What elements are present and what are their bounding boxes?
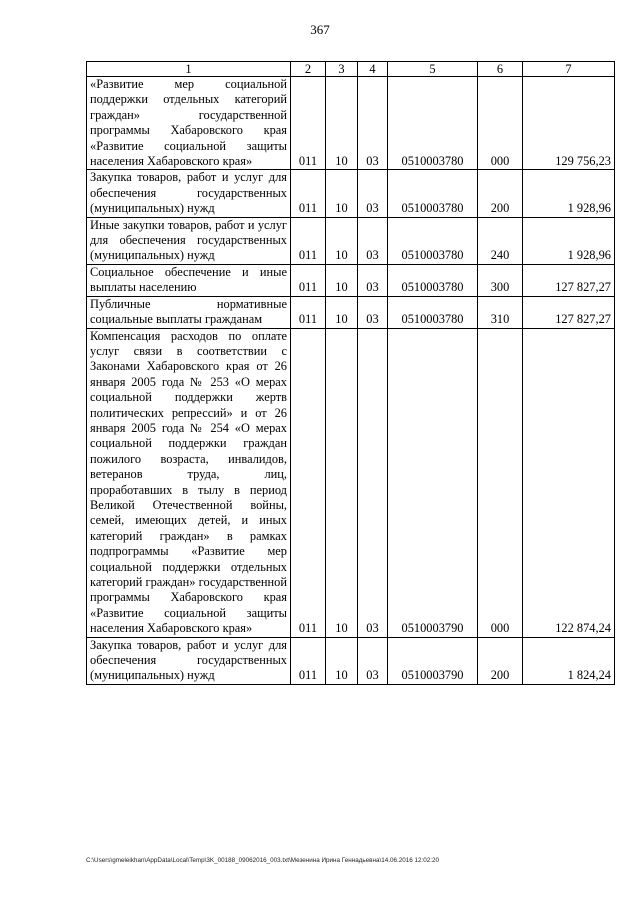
- table-row: [87, 217, 615, 264]
- expense-type-code: 200: [478, 637, 523, 684]
- subsection-code: 03: [358, 217, 388, 264]
- target-article-code: 0510003780: [388, 217, 478, 264]
- budget-table: [86, 61, 615, 685]
- row-description: Закупка товаров, работ и услуг для обеспечения государственных (муниципальных) нужд: [87, 170, 291, 217]
- table-header-row: [87, 62, 615, 77]
- row-description: Иные закупки товаров, работ и услуг для обеспечения государственных (муниципальных) нужд: [87, 217, 291, 264]
- table-row: [87, 328, 615, 637]
- ministry-code: 011: [291, 637, 326, 684]
- expense-type-code: 000: [478, 328, 523, 637]
- amount: 1 928,96: [523, 170, 615, 217]
- ministry-code: 011: [291, 264, 326, 296]
- amount: 122 874,24: [523, 328, 615, 637]
- column-header: 1: [87, 62, 291, 77]
- row-description: Компенсация расходов по оплате услуг связи в соответствии с Законами Хабаровского края от 26 января 2005 года № 253 «О мерах социальной поддержки жертв политических репрессий» и от 26 января 2005 года № 254 «О мерах социальной поддержки граждан пожилого возраста, инвалидов, ветеранов труда, лиц, проработавших в тылу в период Великой Отечественной войны, семей, имеющих детей, и иных категорий граждан» в рамках подпрограммы «Развитие мер социальной поддержки отдельных категорий граждан» государственной программы Хабаровского края «Развитие социальной защиты населения Хабаровского края»: [87, 328, 291, 637]
- section-code: 10: [326, 77, 358, 170]
- target-article-code: 0510003790: [388, 328, 478, 637]
- section-code: 10: [326, 217, 358, 264]
- page-number: 367: [310, 22, 330, 37]
- ministry-code: 011: [291, 170, 326, 217]
- expense-type-code: 200: [478, 170, 523, 217]
- amount: 127 827,27: [523, 264, 615, 296]
- subsection-code: 03: [358, 264, 388, 296]
- subsection-code: 03: [358, 170, 388, 217]
- column-header: 3: [326, 62, 358, 77]
- table-row: [87, 77, 615, 170]
- ministry-code: 011: [291, 217, 326, 264]
- expense-type-code: 310: [478, 296, 523, 328]
- ministry-code: 011: [291, 296, 326, 328]
- target-article-code: 0510003780: [388, 296, 478, 328]
- section-code: 10: [326, 328, 358, 637]
- column-header: 4: [358, 62, 388, 77]
- ministry-code: 011: [291, 328, 326, 637]
- amount: 127 827,27: [523, 296, 615, 328]
- footer-file-path: C:\Users\gmeleikhan\AppData\Local\Temp\3K_00188_09062016_003.txt\Мезенина Ирина Геннадьевна\14.06.2016 12:02:20: [86, 857, 440, 864]
- amount: 1 824,24: [523, 637, 615, 684]
- ministry-code: 011: [291, 77, 326, 170]
- target-article-code: 0510003780: [388, 264, 478, 296]
- table-row: [87, 264, 615, 296]
- section-code: 10: [326, 170, 358, 217]
- expense-type-code: 000: [478, 77, 523, 170]
- amount: 1 928,96: [523, 217, 615, 264]
- column-header: 5: [388, 62, 478, 77]
- column-header: 6: [478, 62, 523, 77]
- row-description: Социальное обеспечение и иные выплаты населению: [87, 264, 291, 296]
- table-row: [87, 637, 615, 684]
- section-code: 10: [326, 296, 358, 328]
- subsection-code: 03: [358, 296, 388, 328]
- target-article-code: 0510003780: [388, 77, 478, 170]
- target-article-code: 0510003780: [388, 170, 478, 217]
- row-description: Публичные нормативные социальные выплаты гражданам: [87, 296, 291, 328]
- expense-type-code: 240: [478, 217, 523, 264]
- expense-type-code: 300: [478, 264, 523, 296]
- subsection-code: 03: [358, 77, 388, 170]
- column-header: 7: [523, 62, 615, 77]
- row-description: «Развитие мер социальной поддержки отдельных категорий граждан» государственной программы Хабаровского края «Развитие социальной защиты населения Хабаровского края»: [87, 77, 291, 170]
- row-description: Закупка товаров, работ и услуг для обеспечения государственных (муниципальных) нужд: [87, 637, 291, 684]
- column-header: 2: [291, 62, 326, 77]
- table-row: [87, 296, 615, 328]
- amount: 129 756,23: [523, 77, 615, 170]
- table-row: [87, 170, 615, 217]
- subsection-code: 03: [358, 328, 388, 637]
- section-code: 10: [326, 637, 358, 684]
- subsection-code: 03: [358, 637, 388, 684]
- section-code: 10: [326, 264, 358, 296]
- target-article-code: 0510003790: [388, 637, 478, 684]
